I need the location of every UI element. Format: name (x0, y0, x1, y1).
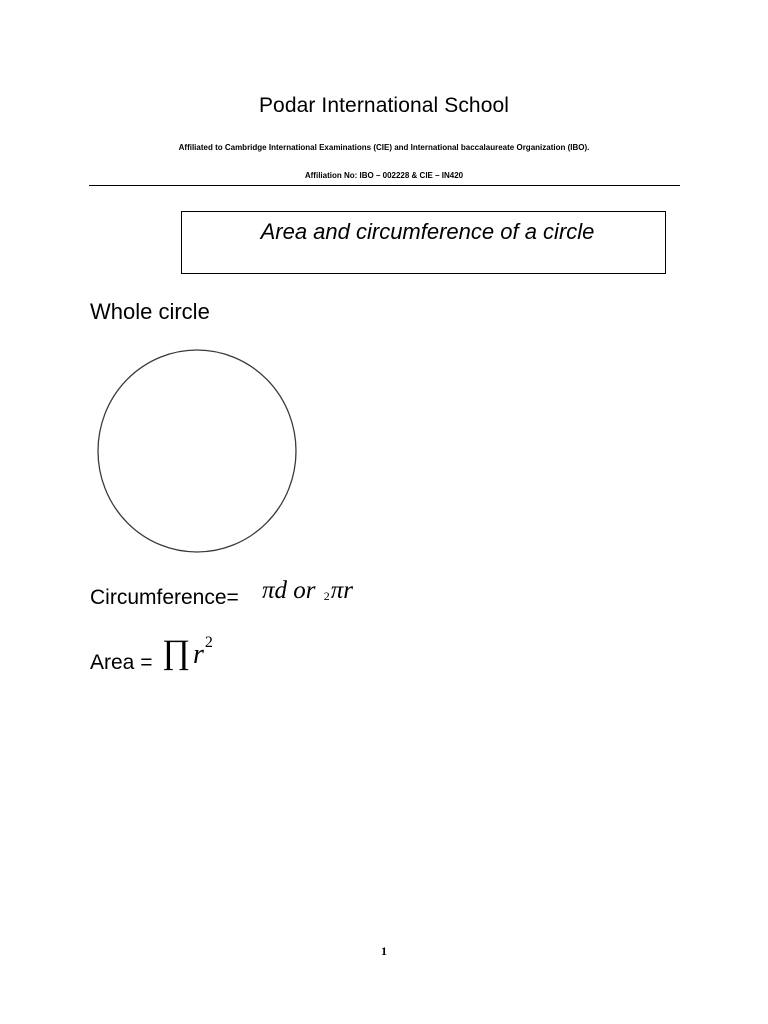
section-heading: Whole circle (90, 299, 210, 324)
circle-icon (96, 349, 300, 555)
radius-variable: r (193, 639, 204, 670)
affiliation-statement: Affiliated to Cambridge International Examinations (CIE) and International baccalaureate Organization (IBO). (178, 143, 590, 152)
circle-figure (96, 349, 300, 560)
circumference-coefficient: 2 (323, 589, 330, 603)
area-label: Area = (90, 651, 153, 674)
circumference-part-one: πd or (262, 577, 322, 604)
title-box (181, 211, 666, 274)
circumference-part-two: πr (330, 577, 354, 604)
page-number: 1 (381, 944, 387, 958)
school-name: Podar International School (258, 94, 510, 117)
circumference-label: Circumference= (90, 586, 239, 609)
area-formula (162, 630, 213, 672)
affiliation-number: Affiliation No: IBO – 002228 & CIE – IN420 (304, 171, 464, 180)
header-divider (89, 185, 680, 186)
pi-symbol: ∏ (162, 634, 190, 671)
page-title: Area and circumference of a circle (260, 219, 595, 244)
circumference-formula (262, 577, 353, 605)
exponent: 2 (204, 634, 213, 651)
